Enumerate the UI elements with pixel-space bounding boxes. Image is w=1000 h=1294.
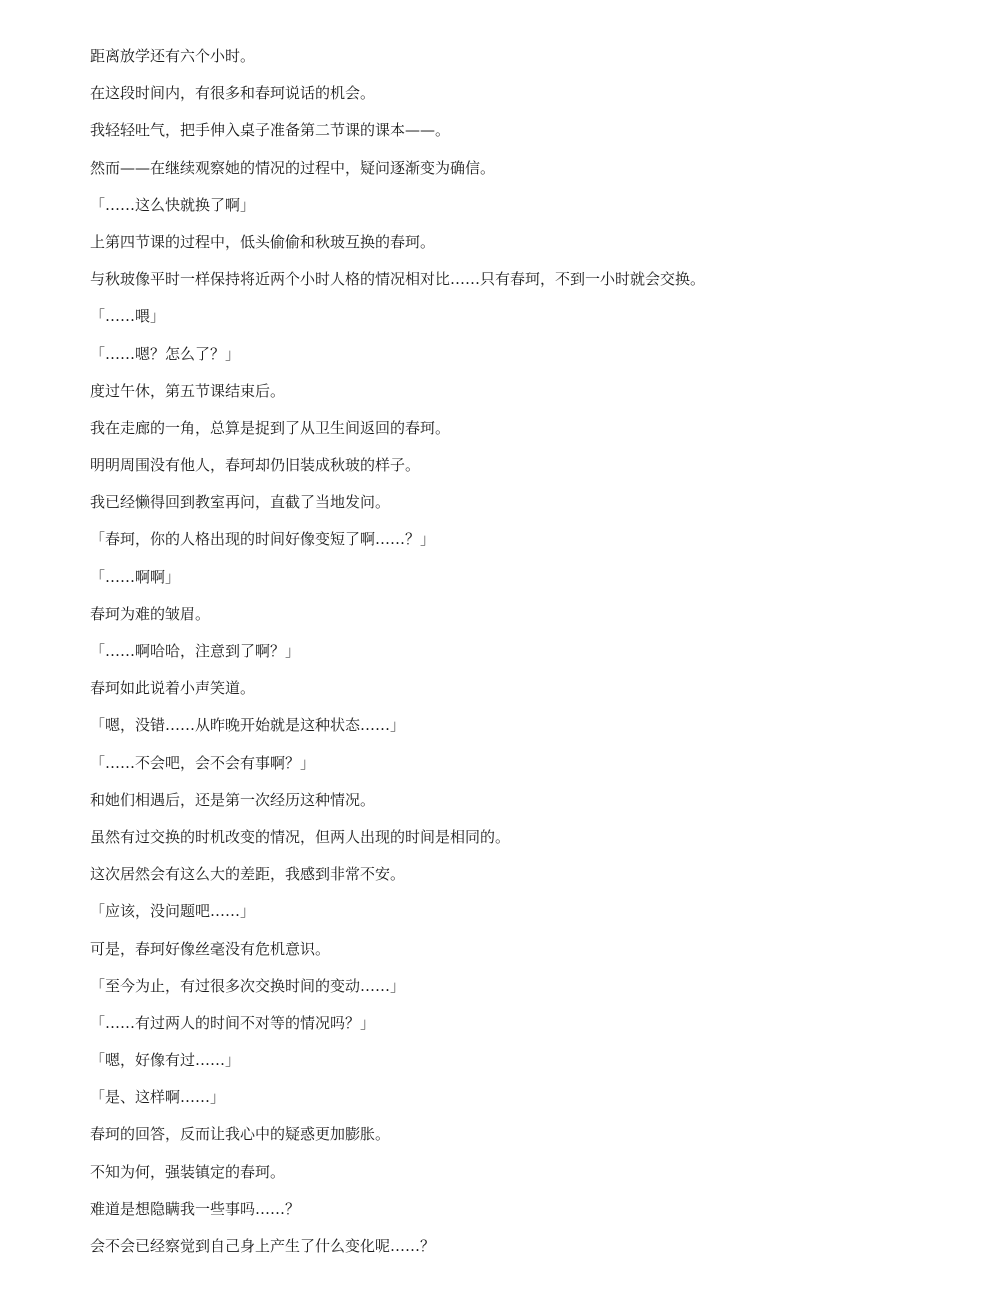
text-line: 上第四节课的过程中，低头偷偷和秋玻互换的春珂。 [90,232,436,251]
dialogue-line: 「嗯，没错……从昨晚开始就是这种状态……」 [90,716,406,735]
dialogue-line: 「嗯，好像有过……」 [90,1051,241,1070]
text-line: 和她们相遇后，还是第一次经历这种情况。 [90,790,376,809]
text-line: 我在走廊的一角，总算是捉到了从卫生间返回的春珂。 [90,418,451,437]
text-line: 难道是想隐瞒我一些事吗……？ [90,1199,301,1218]
text-line: 明明周围没有他人，春珂却仍旧装成秋玻的样子。 [90,456,421,475]
dialogue-line: 「……这么快就换了啊」 [90,195,256,214]
dialogue-line: 「……啊哈哈，注意到了啊？」 [90,642,301,660]
dialogue-line: 「……有过两人的时间不对等的情况吗？」 [90,1013,376,1032]
text-line: 春珂为难的皱眉。 [90,604,211,623]
text-line: 然而——在继续观察她的情况的过程中，疑问逐渐变为确信。 [90,158,496,177]
text-line: 可是，春珂好像丝毫没有危机意识。 [90,939,331,958]
dialogue-line: 「……啊啊」 [90,567,181,586]
text-line: 在这段时间内，有很多和春珂说话的机会。 [90,84,376,103]
text-line: 度过午休，第五节课结束后。 [90,381,286,400]
dialogue-line: 「应该，没问题吧……」 [90,902,256,921]
text-line: 不知为何，强装镇定的春珂。 [90,1162,286,1181]
dialogue-line: 「至今为止，有过很多次交换时间的变动……」 [90,976,406,995]
text-line: 春珂如此说着小声笑道。 [90,679,256,698]
dialogue-line: 「是、这样啊……」 [90,1088,226,1107]
text-line: 春珂的回答，反而让我心中的疑惑更加膨胀。 [90,1125,391,1144]
dialogue-line: 「……嗯？怎么了？」 [90,344,241,363]
text-line: 虽然有过交换的时机改变的情况，但两人出现的时间是相同的。 [90,827,511,846]
dialogue-line: 「……不会吧，会不会有事啊？」 [90,753,316,772]
text-line: 我已经懒得回到教室再问，直截了当地发问。 [90,493,391,512]
text-line: 我轻轻吐气，把手伸入桌子准备第二节课的课本——。 [90,121,451,140]
text-line: 这次居然会有这么大的差距，我感到非常不安。 [90,865,406,884]
text-line: 与秋玻像平时一样保持将近两个小时人格的情况相对比……只有春珂，不到一小时就会交换。 [90,270,706,289]
text-line: 会不会已经察觉到自己身上产生了什么变化呢……？ [90,1237,436,1255]
text-line: 距离放学还有六个小时。 [90,47,256,65]
dialogue-line: 「……喂」 [90,307,166,326]
dialogue-line: 「春珂，你的人格出现的时间好像变短了啊……？」 [90,530,436,549]
